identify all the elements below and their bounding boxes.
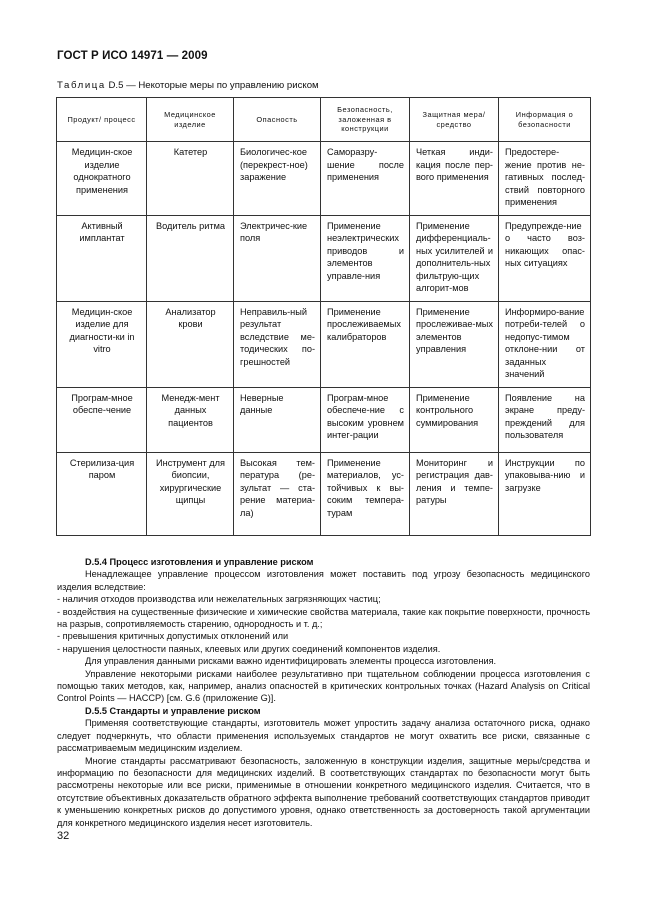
table-row — [57, 142, 591, 216]
table-cell: Применение прослеживае-мых элементов управления — [410, 301, 499, 387]
table-caption — [57, 80, 319, 91]
table-row — [57, 301, 591, 387]
table-cell: Катетер — [147, 142, 234, 216]
table-cell: Активный имплантат — [57, 215, 147, 301]
table-cell: Менедж-мент данных пациентов — [147, 387, 234, 452]
table-cell: Электричес-кие поля — [234, 215, 321, 301]
header-safety-information: Информация о безопасности — [499, 98, 591, 142]
list-item: - наличия отходов производства или нежелательных загрязняющих частиц; — [57, 594, 381, 605]
table-cell: Предупрежде-ние о часто воз-никающих опас-ных ситуациях — [499, 215, 591, 301]
table-cell: Четкая инди-кация после пер-вого применения — [410, 142, 499, 216]
table-cell: Применение материалов, ус-тойчивых к вы-соким темпера-турам — [321, 452, 410, 535]
table-cell: Медицин-ское изделие для диагности-ки in vitro — [57, 301, 147, 387]
page-number: 32 — [57, 830, 70, 842]
table-row — [57, 452, 591, 535]
table-row — [57, 387, 591, 452]
table-cell: Стерилиза-ция паром — [57, 452, 147, 535]
table-header-row — [57, 98, 591, 142]
table-cell: Применение дифференциаль-ных усилителей и дополнитель-ных фильтрую-щих алгорит-мов — [410, 215, 499, 301]
section-heading-d54: D.5.4 Процесс изготовления и управление риском — [85, 557, 314, 567]
table-cell: Неверные данные — [234, 387, 321, 452]
table-cell: Програм-мное обеспече-ние с высоким уровнем интег-рации — [321, 387, 410, 452]
table-cell: Применение прослеживаемых калибраторов — [321, 301, 410, 387]
paragraph: Управление некоторыми рисками наиболее результативно при тщательном соблюдении процесса изготовления с помощью таких методов, как, например, анализ опасностей в критических контрольных точках (Hazard Analysis on Critical Control Points — HACCP) [см. G.6 (приложение G)]. — [57, 668, 590, 704]
table-cell: Медицин-ское изделие однократного применения — [57, 142, 147, 216]
risk-control-table — [56, 97, 591, 536]
paragraph: Ненадлежащее управление процессом изготовления может поставить под угрозу безопасность медицинского изделия вследствие: — [57, 569, 590, 592]
table-caption-label: Таблица — [57, 80, 106, 91]
header-hazard: Опасность — [234, 98, 321, 142]
header-product-process: Продукт/ процесс — [57, 98, 147, 142]
table-cell: Высокая тем-пература (ре-зультат — ста-рение материа-ла) — [234, 452, 321, 535]
list-item: - нарушения целостности паяных, клеевых или других соединений компонентов изделия. — [57, 643, 441, 654]
body-text — [57, 556, 590, 829]
table-cell: Водитель ритма — [147, 215, 234, 301]
table-caption-title: D.5 — Некоторые меры по управлению риском — [108, 80, 319, 91]
table-cell: Програм-мное обеспе-чение — [57, 387, 147, 452]
table-cell: Саморазру-шение после применения — [321, 142, 410, 216]
list-item: - превышения критичных допустимых отклонений или — [57, 631, 289, 642]
table-cell: Появление на экране преду-преждений для пользователя — [499, 387, 591, 452]
list-item: - воздействия на существенные физические и химические свойства материала, такие как покрытие поверхности, прочность на разрыв, сопротивляемость старению, однородность и т. д.; — [57, 606, 590, 630]
table-cell: Применение неэлектрических приводов и элементов управле-ния — [321, 215, 410, 301]
header-medical-device: Медицинское изделие — [147, 98, 234, 142]
document-header: ГОСТ Р ИСО 14971 — 2009 — [57, 50, 208, 62]
table-cell: Инструкции по упаковыва-нию и загрузке — [499, 452, 591, 535]
table-row — [57, 215, 591, 301]
paragraph: Для управления данными рисками важно идентифицировать элементы процесса изготовления. — [85, 656, 497, 667]
table-cell: Инструмент для биопсии, хирургические щипцы — [147, 452, 234, 535]
table-cell: Предостере-жение против не-гативных послед-ствий повторного применения — [499, 142, 591, 216]
header-protective-measure: Защитная мера/ средство — [410, 98, 499, 142]
header-inherent-safety: Безопасность, заложенная в конструкции — [321, 98, 410, 142]
section-heading-d55: D.5.5 Стандарты и управление риском — [85, 705, 261, 716]
table-cell: Анализатор крови — [147, 301, 234, 387]
table-cell: Биологичес-кое (перекрест-ное) заражение — [234, 142, 321, 216]
paragraph: Применяя соответствующие стандарты, изготовитель может упростить задачу анализа остаточного риска, однако следует подчеркнуть, что области применения используемых стандартов не могут охватить все риски, связанные с рассматриваемым медицинским изделием. — [57, 718, 590, 754]
paragraph: Многие стандарты рассматривают безопасность, заложенную в конструкции изделия, защитные меры/средства и информацию по безопасности для медицинских изделий. В соответствующих стандартах по безопасности могут быть рассмотрены некоторые или все риски, применимые в отношении конкретного медицинского изделия. Считается, что в отсутствие объективных доказательств обратного эффекта выполнение требований соответствующих стандартов приводит к уменьшению конкретных рисков до допустимого уровня, однако ответственность за достоверность такой аргументации для конкретного медицинского изделия несет изготовитель. — [57, 755, 590, 828]
table-cell: Применение контрольного суммирования — [410, 387, 499, 452]
table-cell: Неправиль-ный результат вследствие ме-тодических по-грешностей — [234, 301, 321, 387]
table-cell: Мониторинг и регистрация дав-ления и темпе-ратуры — [410, 452, 499, 535]
table-cell: Информиро-вание потреби-телей о недопус-тимом отклоне-нии от заданных значений — [499, 301, 591, 387]
